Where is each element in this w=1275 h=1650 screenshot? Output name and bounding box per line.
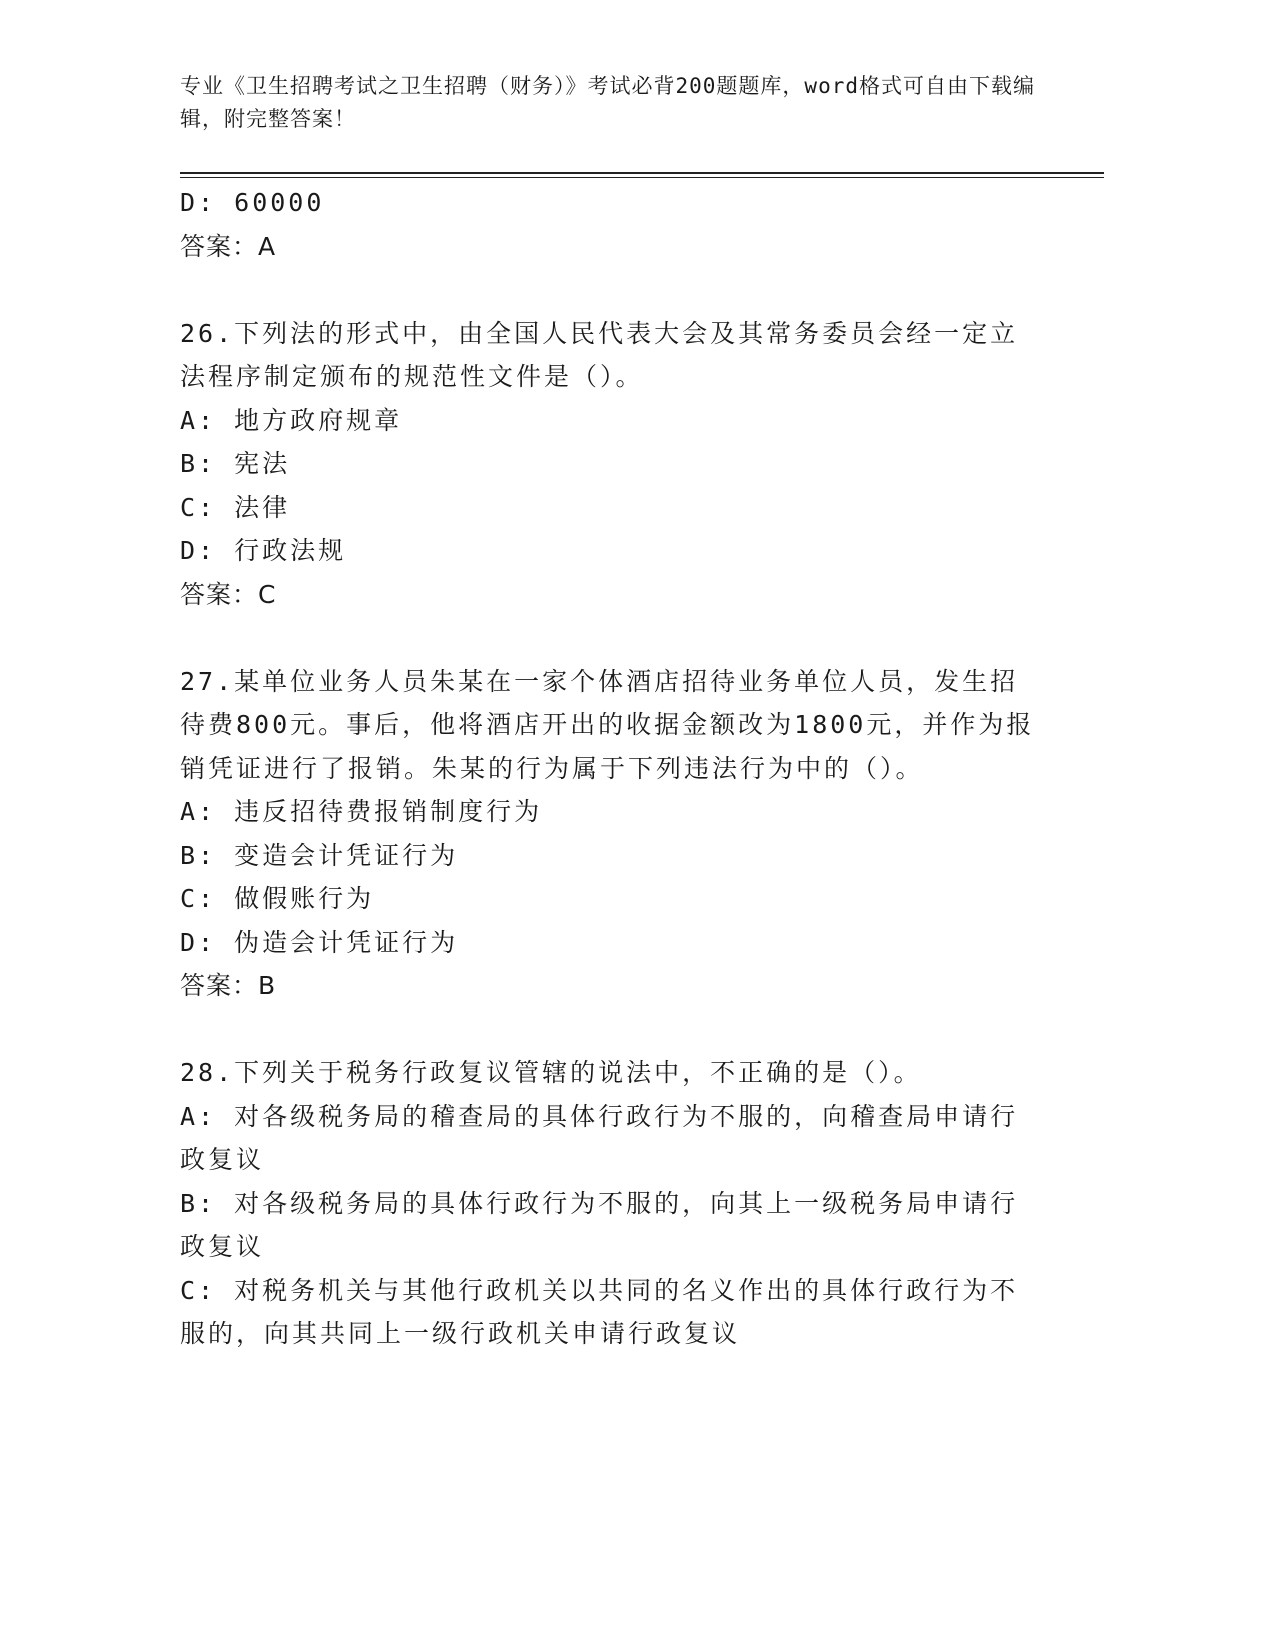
header-divider-thin [180,177,1104,178]
answer-line: 答案：B [180,971,277,1000]
option-c: C: 对税务机关与其他行政机关以共同的名义作出的具体行政行为不服的，向其共同上一级行政机关申请行政复议 [180,1275,1019,1348]
option-d: D: 行政法规 [180,536,347,565]
document-body [180,181,1040,1356]
option-b: B: 变造会计凭证行为 [180,840,459,870]
option-d: D: 伪造会计凭证行为 [180,927,459,957]
option-d: D: 60000 [180,188,325,217]
question-27 [180,660,1040,1008]
answer-line: 答案：C [180,579,277,609]
question-stem: 27.某单位业务人员朱某在一家个体酒店招待业务单位人员，发生招待费800元。事后，他将酒店开出的收据金额改为1800元，并作为报销凭证进行了报销。朱某的行为属于下列违法行为中的（）。 [180,666,1035,783]
answer-line: 答案：A [180,231,277,261]
header-title: 专业《卫生招聘考试之卫生招聘（财务）》考试必背200题题库，word格式可自由下载编辑，附完整答案！ [180,74,1035,131]
question-28 [180,1051,1040,1356]
previous-question-tail [180,181,1040,268]
option-c: C: 做假账行为 [180,884,375,913]
header-divider [180,172,1104,174]
question-26 [180,312,1040,617]
option-b: B: 对各级税务局的具体行政行为不服的，向其上一级税务局申请行政复议 [180,1188,1019,1261]
option-a: A: 对各级税务局的稽查局的具体行政行为不服的，向稽查局申请行政复议 [180,1101,1019,1174]
question-stem: 26.下列法的形式中，由全国人民代表大会及其常务委员会经一定立法程序制定颁布的规范性文件是（）。 [180,318,1019,391]
option-a: A: 违反招待费报销制度行为 [180,797,543,826]
document-header [180,70,1060,136]
option-c: C: 法律 [180,492,291,522]
option-b: B: 宪法 [180,449,291,478]
question-stem: 28.下列关于税务行政复议管辖的说法中，不正确的是（）。 [180,1058,922,1087]
option-a: A: 地方政府规章 [180,405,403,435]
